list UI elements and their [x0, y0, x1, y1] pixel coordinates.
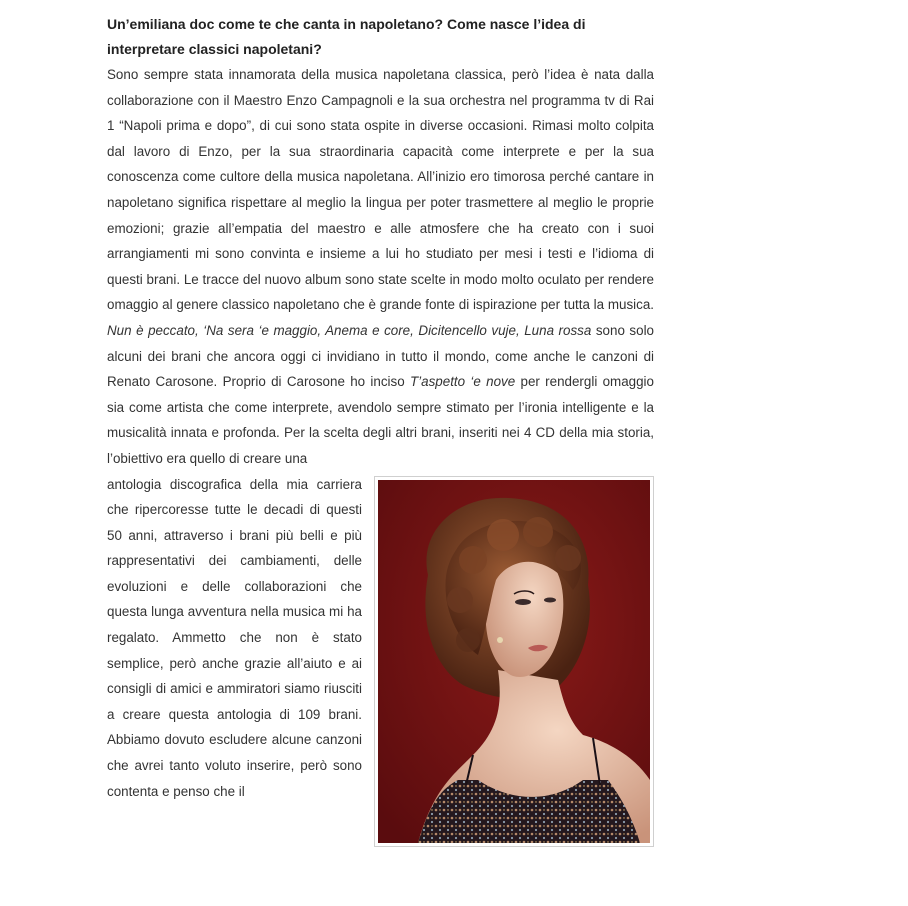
singer-portrait-photo	[374, 476, 654, 847]
portrait-illustration	[378, 480, 650, 843]
answer-songs-list: Nun è peccato, ‘Na sera ‘e maggio, Anema e core, Dicitencello vuje, Luna rossa	[107, 322, 592, 338]
right-eye	[544, 597, 556, 602]
earring	[497, 637, 503, 643]
interview-question: Un’emiliana doc come te che canta in napoletano? Come nasce l’idea di interpretare classici napoletani?	[107, 16, 586, 57]
answer-carosone-song: T’aspetto ‘e nove	[410, 374, 516, 390]
article	[107, 12, 654, 851]
interview-answer	[107, 62, 654, 804]
answer-text-part-1: Sono sempre stata innamorata della musica napoletana classica, però l’idea è nata dalla collaborazione con il Maestro Enzo Campagnoli e la sua orchestra nel programma tv di Rai 1 “Napoli prima e dopo”, di cui sono stata ospite in diverse occasioni. Rimasi molto colpita dal lavoro di Enzo, per la sua straordinaria capacità come interprete e per la sua conoscenza come cultore della musica napoletana. All’inizio ero timorosa perché cantare in napoletano significa rispettare al meglio la lingua per poter trasmettere al meglio le proprie emozioni; grazie all’empatia del maestro e alle atmosfere che ha creato con i suoi arrangiamenti mi sono convinta e insieme a lui ho studiato per mesi i testi e l’idioma di questi brani. Le tracce del nuovo album sono state scelte in modo molto oculato per rendere omaggio al genere classico napoletano che è grande fonte di ispirazione per tutta la musica.	[107, 67, 654, 313]
answer-text-part-2: sono solo alcuni dei brani che ancora oggi ci invidiano in tutto il mondo, come anche le canzoni di Renato Carosone. Proprio di Carosone ho inciso	[107, 322, 654, 390]
answer-text-part-3-continued: antologia discografica della mia carriera che ripercoresse tutte le decadi di questi 50 anni, attraverso i brani più belli e più rappresentativi dei cambiamenti, delle evoluzioni e delle collaborazioni che questa lunga avventura nella musica mi ha regalato. Ammetto che non è stato semplice, però anche grazie all’aiuto e ai consigli di amici e ammiratori siamo riusciti a creare questa antologia di 109 brani. Abbiamo dovuto escludere alcune canzoni che avrei tanto voluto inserire, però sono contenta e penso che il	[107, 476, 362, 799]
left-eye	[515, 599, 531, 605]
answer-text-part-3: per rendergli omaggio sia come artista che come interprete, avendolo sempre stimato per l’ironia intelligente e la musicalità innata e profonda. Per la scelta degli altri brani, inseriti nei 4 CD della mia storia, l’obiettivo era quello di creare una	[107, 374, 654, 466]
